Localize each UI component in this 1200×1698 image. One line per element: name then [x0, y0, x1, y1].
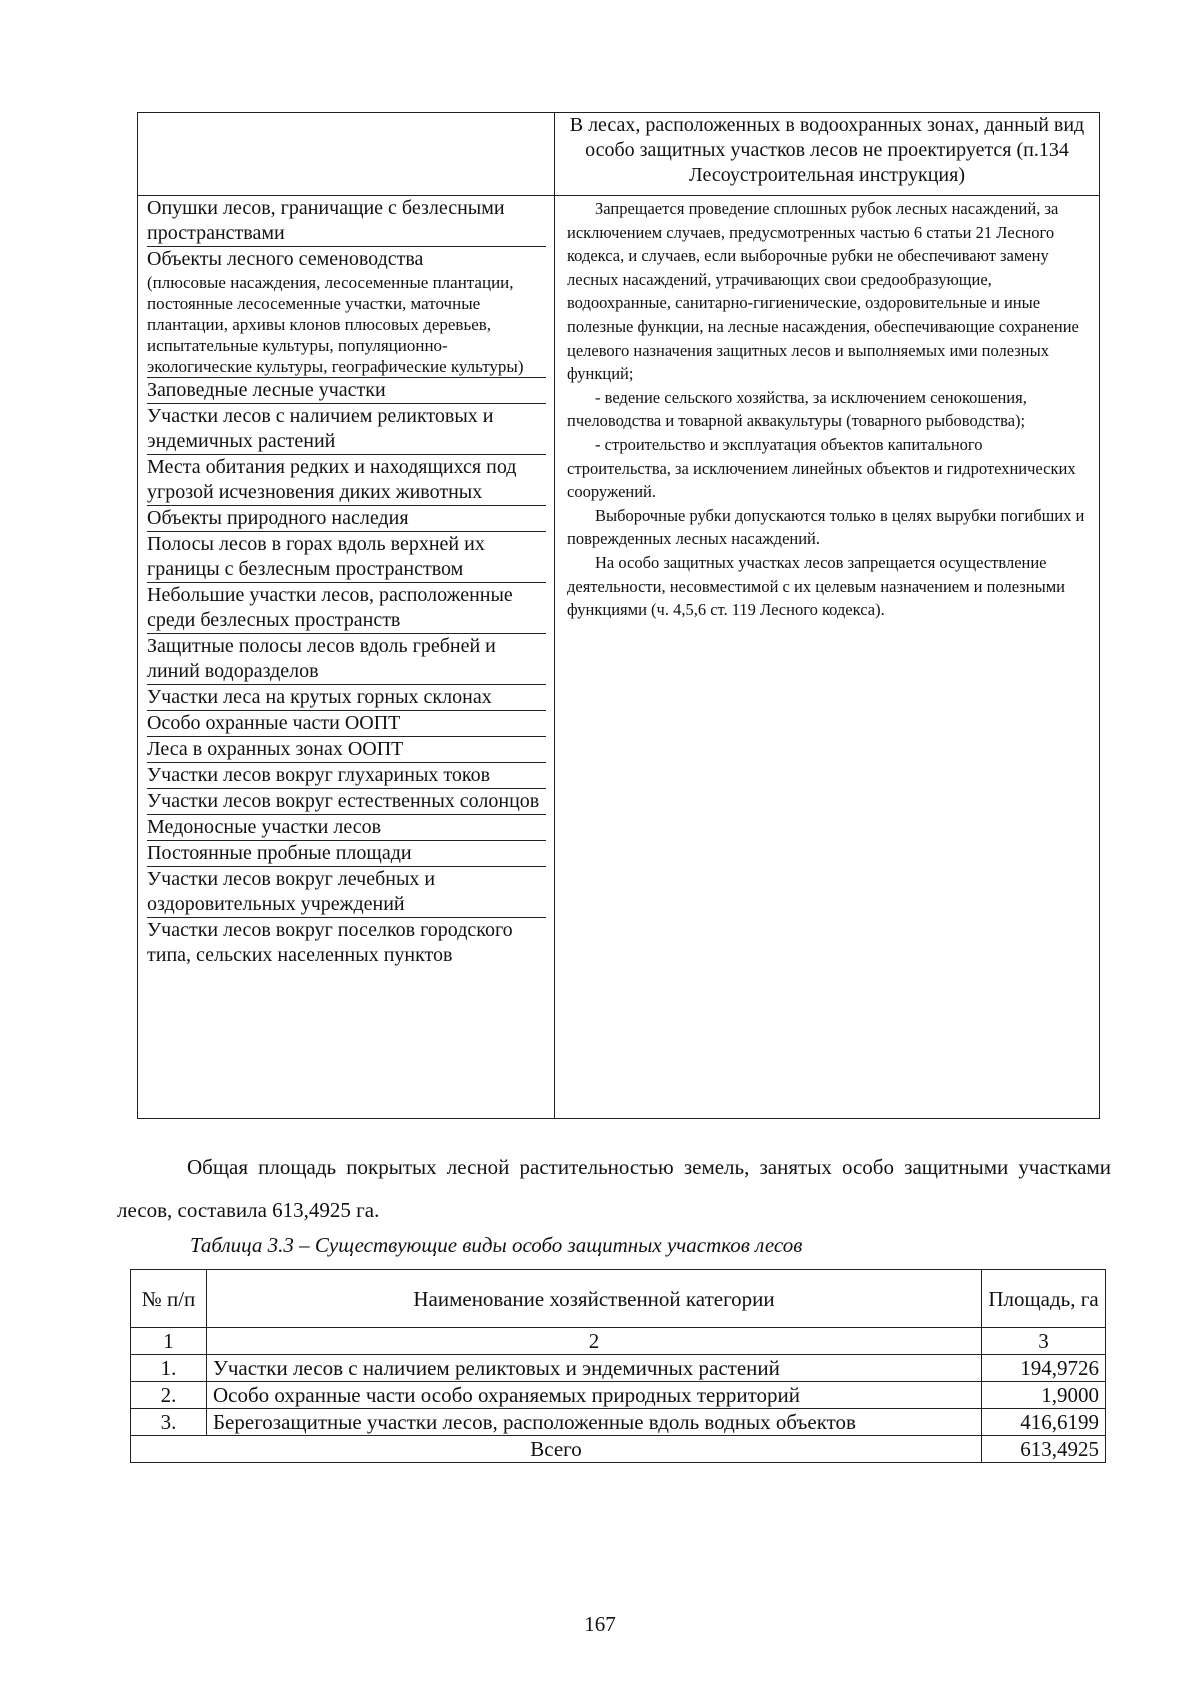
category-item: [147, 918, 546, 968]
category-item: [147, 841, 546, 867]
category-item: [147, 789, 546, 815]
colnum-2: 2: [207, 1328, 982, 1355]
category-label: Участки лесов с наличием реликтовых и эндемичных растений: [147, 405, 494, 452]
row-area: 1,9000: [982, 1382, 1106, 1409]
row-name: Берегозащитные участки лесов, расположенные вдоль водных объектов: [207, 1409, 982, 1436]
category-item: [147, 685, 546, 711]
category-label: Участки лесов вокруг глухариных токов: [147, 764, 491, 786]
category-item: [147, 634, 546, 685]
category-item: [147, 455, 546, 506]
category-item: [147, 247, 546, 378]
summary-paragraph: Общая площадь покрытых лесной растительностью земель, занятых особо защитными участками лесов, составила 613,4925 га.: [117, 1155, 1111, 1222]
table1-categories-column: [138, 196, 555, 1119]
colnum-1: 1: [131, 1328, 207, 1355]
table-row: [131, 1409, 1106, 1436]
category-item: [147, 815, 546, 841]
category-label: Объекты природного наследия: [147, 507, 409, 529]
page-number: 167: [584, 1612, 616, 1636]
regime-text: [567, 197, 1085, 622]
category-label: Участки леса на крутых горных склонах: [147, 686, 492, 708]
regime-paragraph: - строительство и эксплуатация объектов капитального строительства, за исключением линейных объектов и гидротехнических сооружений.: [567, 434, 1076, 502]
category-sublabel: (плюсовые насаждения, лесосеменные плантации, постоянные лесосеменные участки, маточные плантации, архивы клонов плюсовых деревьев, испытательные культуры, популяционно-экологические культуры, географические культуры): [147, 273, 524, 376]
table1-top-note: В лесах, расположенных в водоохранных зонах, данный вид особо защитных участков лесов не проектируется (п.134 Лесоустроительная инструкция): [555, 113, 1100, 196]
osu-area-table: [130, 1269, 1106, 1463]
row-num: 2.: [131, 1382, 207, 1409]
table-row: [131, 1382, 1106, 1409]
table2-header-row: [131, 1270, 1106, 1328]
category-label: Леса в охранных зонах ООПТ: [147, 738, 404, 760]
category-list: [147, 196, 546, 968]
table-row: [131, 1355, 1106, 1382]
category-item: [147, 532, 546, 583]
category-item: [147, 404, 546, 455]
category-item: [147, 711, 546, 737]
category-label: Небольшие участки лесов, расположенные среди безлесных пространств: [147, 584, 513, 631]
category-item: [147, 506, 546, 532]
category-label: Опушки лесов, граничащие с безлесными пространствами: [147, 197, 505, 244]
row-name: Особо охранные части особо охраняемых природных территорий: [207, 1382, 982, 1409]
category-label: Постоянные пробные площади: [147, 842, 412, 864]
row-area: 194,9726: [982, 1355, 1106, 1382]
category-label: Заповедные лесные участки: [147, 379, 386, 401]
header-name: Наименование хозяйственной категории: [207, 1270, 982, 1328]
category-label: Объекты лесного семеноводства: [147, 248, 424, 270]
table1-empty-cell: [138, 113, 555, 196]
category-item: [147, 196, 546, 247]
osu-regime-table: [137, 112, 1100, 1119]
category-item: [147, 867, 546, 918]
row-area: 416,6199: [982, 1409, 1106, 1436]
category-label: Участки лесов вокруг естественных солонцов: [147, 790, 540, 812]
regime-paragraph: - ведение сельского хозяйства, за исключением сенокошения, пчеловодства и товарной аквакультуры (товарного рыбоводства);: [567, 387, 1027, 431]
category-label: Полосы лесов в горах вдоль верхней их границы с безлесным пространством: [147, 533, 485, 580]
colnum-3: 3: [982, 1328, 1106, 1355]
category-label: Участки лесов вокруг поселков городского типа, сельских населенных пунктов: [147, 919, 513, 966]
header-num: № п/п: [131, 1270, 207, 1328]
category-label: Медоносные участки лесов: [147, 816, 382, 838]
header-area: Площадь, га: [982, 1270, 1106, 1328]
row-num: 1.: [131, 1355, 207, 1382]
category-item: [147, 763, 546, 789]
category-item: [147, 583, 546, 634]
row-num: 3.: [131, 1409, 207, 1436]
category-label: Участки лесов вокруг лечебных и оздоровительных учреждений: [147, 868, 436, 915]
table2-total-row: [131, 1436, 1106, 1463]
total-area: 613,4925: [982, 1436, 1106, 1463]
category-label: Защитные полосы лесов вдоль гребней и линий водоразделов: [147, 635, 496, 682]
category-item: [147, 378, 546, 404]
table-caption: Таблица 3.3 – Существующие виды особо защитных участков лесов: [190, 1233, 803, 1257]
category-item: [147, 737, 546, 763]
category-label: Особо охранные части ООПТ: [147, 712, 401, 734]
regime-paragraph: На особо защитных участках лесов запрещается осуществление деятельности, несовместимой с их целевым назначением и полезными функциями (ч. 4,5,6 ст. 119 Лесного кодекса).: [567, 552, 1065, 620]
table1-regime-column: [555, 196, 1100, 1119]
table2-colnum-row: [131, 1328, 1106, 1355]
regime-paragraph: Выборочные рубки допускаются только в целях вырубки погибших и поврежденных лесных насаждений.: [567, 505, 1085, 549]
total-label: Всего: [131, 1436, 982, 1463]
row-name: Участки лесов с наличием реликтовых и эндемичных растений: [207, 1355, 982, 1382]
category-label: Места обитания редких и находящихся под угрозой исчезновения диких животных: [147, 456, 517, 503]
regime-paragraph: Запрещается проведение сплошных рубок лесных насаждений, за исключением случаев, предусмотренных частью 6 статьи 21 Лесного кодекса, и случаев, если выборочные рубки не обеспечивают замену лесных насаждений, утрачивающих свои средообразующие, водоохранные, санитарно-гигиенические, оздоровительные и иные полезные функции, на лесные насаждения, обеспечивающие сохранение целевого назначения защитных лесов и выполняемых ими полезных функций;: [567, 199, 1079, 384]
